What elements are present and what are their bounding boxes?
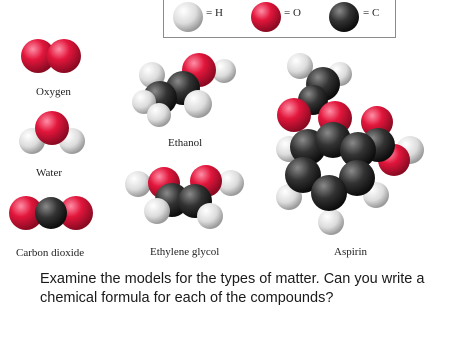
carbon-dioxide-label: Carbon dioxide <box>16 247 85 259</box>
legend-oxygen-label: = O <box>284 7 301 19</box>
ring-center-dot <box>330 166 333 169</box>
oxygen-atom <box>35 111 69 145</box>
oxygen-swatch <box>251 2 281 32</box>
water-molecule <box>19 111 85 154</box>
ethanol-molecule <box>132 53 236 127</box>
oxygen-atom <box>47 39 81 73</box>
hydrogen-atom <box>125 171 151 197</box>
ethylene-glycol-molecule <box>125 165 244 229</box>
hydrogen-atom <box>184 90 212 118</box>
carbon-atom <box>35 197 67 229</box>
carbon-dioxide-molecule <box>9 196 93 230</box>
ethylene-glycol-label: Ethylene glycol <box>150 246 220 258</box>
atom-legend <box>163 0 396 38</box>
legend-swatches <box>164 0 395 37</box>
hydrogen-atom <box>144 198 170 224</box>
oxygen-atom <box>277 98 311 132</box>
carbon-swatch <box>329 2 359 32</box>
water-label: Water <box>36 167 62 179</box>
aspirin-molecule <box>276 53 424 235</box>
aspirin-label: Aspirin <box>334 246 367 258</box>
oxygen-label: Oxygen <box>36 86 71 98</box>
caption-text: Examine the models for the types of matter. Can you write a chemical formula for each of the compounds? <box>40 271 425 306</box>
hydrogen-atom <box>218 170 244 196</box>
oxygen-molecule <box>21 39 81 73</box>
legend-carbon-label: = C <box>363 7 380 19</box>
hydrogen-atom <box>197 203 223 229</box>
ethanol-label: Ethanol <box>168 137 203 149</box>
carbon-atom <box>311 175 347 211</box>
hydrogen-atom <box>147 103 171 127</box>
hydrogen-atom <box>318 209 344 235</box>
hydrogen-swatch <box>173 2 203 32</box>
legend-hydrogen-label: = H <box>206 7 223 19</box>
